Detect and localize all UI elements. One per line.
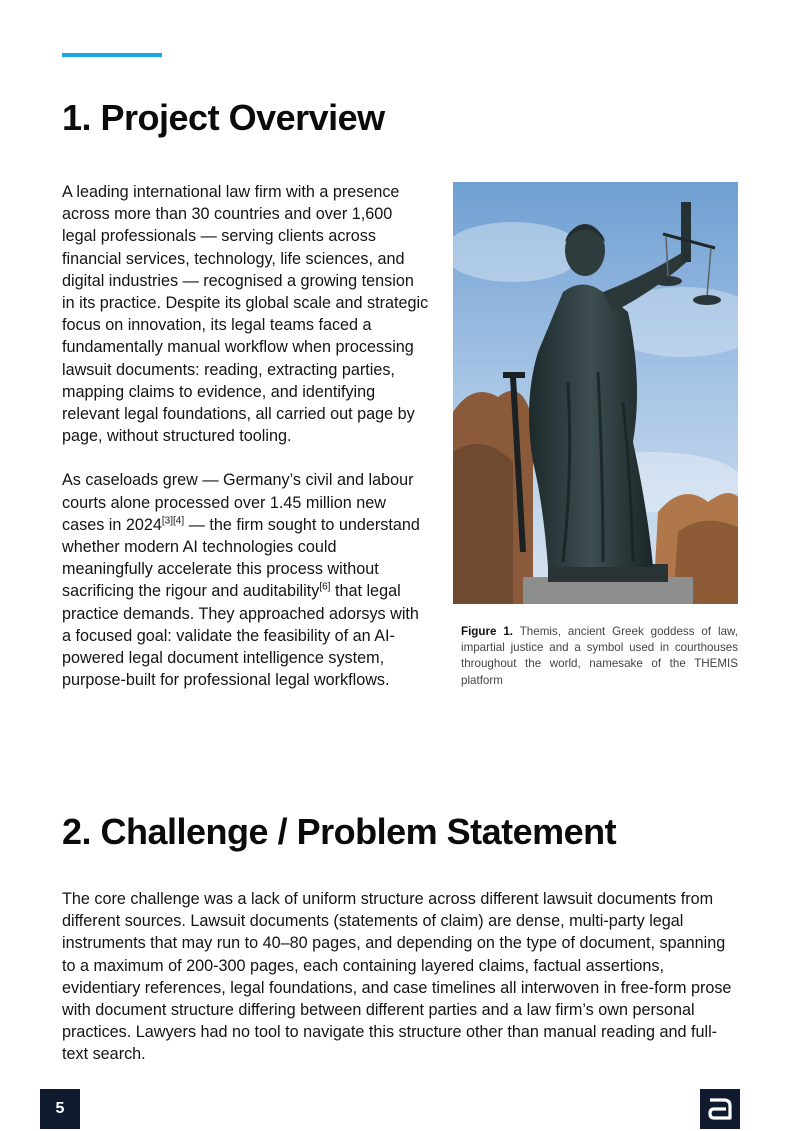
section-heading-overview: 1. Project Overview: [62, 97, 385, 138]
page-number-badge: 5: [40, 1089, 80, 1129]
overview-p2-text-2: — the firm sought to understand whether modern AI technologies could meaningfully accelerate this process without sacrificing the rigour and auditability: [62, 515, 420, 601]
overview-p2-text-3: that legal practice demands. They approached adorsys with a focused goal: validate the feasibility of an AI-powered legal document intelligence system, purpose-built for professional legal workflows.: [62, 582, 419, 690]
figure-label: Figure 1.: [461, 625, 514, 638]
accent-line: [62, 53, 162, 57]
citation-6[interactable]: [6]: [319, 582, 331, 594]
overview-p2-text-1: As caseloads grew — Germany’s civil and labour courts alone processed over 1.45 million new cases in 2024: [62, 471, 414, 534]
overview-paragraph-2: [62, 469, 430, 691]
brand-logo-icon: [700, 1089, 740, 1129]
overview-text: [62, 181, 430, 713]
citation-3-4[interactable]: [3][4]: [161, 515, 185, 527]
figure-caption: [461, 624, 738, 689]
challenge-paragraph: The core challenge was a lack of uniform structure across different lawsuit documents from different sources. Lawsuit documents (statements of claim) are dense, multi-party legal instruments that may run to 40–80 pages, and depending on the type of document, spanning to a maximum of 200-300 pages, each containing layered claims, factual assertions, evidentiary references, legal foundations, and case timelines all interwoven in free-form prose with document structure differing between different parties and a law firm’s own personal practices. Lawyers had no tool to navigate this structure other than manual reading and full-text search.: [62, 890, 732, 1064]
overview-paragraph-1: A leading international law firm with a presence across more than 30 countries and over 1,600 legal professionals — serving clients across financial services, technology, life sciences, and digital industries — recognised a growing tension in its practice. Despite its global scale and strategic focus on innovation, its legal teams faced a fundamentally manual workflow when processing lawsuit documents: reading, extracting parties, mapping claims to evidence, and identifying relevant legal foundations, all carried out page by page, without structured tooling.: [62, 183, 429, 446]
themis-statue-image: [453, 182, 738, 604]
section-heading-challenge: 2. Challenge / Problem Statement: [62, 811, 617, 852]
figure-caption-text: Themis, ancient Greek goddess of law, impartial justice and a symbol used in courthouses throughout the world, namesake of the THEMIS platform: [461, 625, 738, 687]
